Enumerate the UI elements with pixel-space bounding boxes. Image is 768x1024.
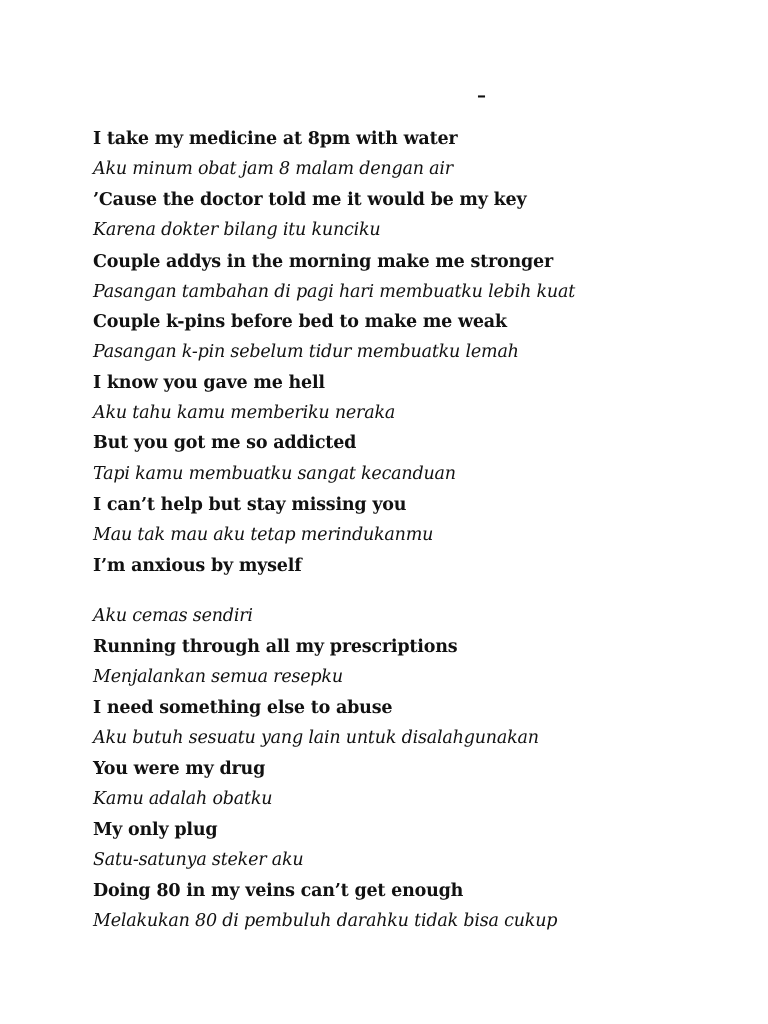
lyric-line-english: Doing 80 in my veins can’t get enough — [93, 881, 464, 901]
lyric-line-translation: Kamu adalah obatku — [93, 789, 273, 809]
lyric-line-english: I know you gave me hell — [93, 373, 325, 393]
lyric-line-english: I can’t help but stay missing you — [93, 495, 407, 515]
lyric-line-english: Couple k-pins before bed to make me weak — [93, 312, 507, 332]
lyric-line-translation: Melakukan 80 di pembuluh darahku tidak bisa cukup — [93, 911, 558, 931]
lyric-line-english: My only plug — [93, 820, 218, 840]
lyric-line-english: I need something else to abuse — [93, 698, 393, 718]
lyric-line-english: Couple addys in the morning make me stronger — [93, 252, 553, 272]
lyric-line-english: I’m anxious by myself — [93, 556, 302, 576]
lyric-line-english: You were my drug — [93, 759, 266, 779]
lyric-line-translation: Pasangan tambahan di pagi hari membuatku lebih kuat — [93, 282, 576, 302]
lyric-line-translation: Pasangan k-pin sebelum tidur membuatku lemah — [93, 342, 519, 362]
header-dash: – — [477, 85, 486, 106]
lyric-line-english: But you got me so addicted — [93, 433, 357, 453]
lyric-line-translation: Satu-satunya steker aku — [93, 850, 304, 870]
lyric-line-translation: Aku butuh sesuatu yang lain untuk disalahgunakan — [93, 728, 539, 748]
lyric-line-translation: Tapi kamu membuatku sangat kecanduan — [93, 464, 456, 484]
lyric-line-translation: Mau tak mau aku tetap merindukanmu — [93, 525, 434, 545]
lyric-line-translation: Menjalankan semua resepku — [93, 667, 343, 687]
lyric-line-english: Running through all my prescriptions — [93, 637, 458, 657]
lyric-line-translation: Aku minum obat jam 8 malam dengan air — [93, 159, 453, 179]
lyric-line-english: I take my medicine at 8pm with water — [93, 129, 458, 149]
lyric-line-translation: Aku cemas sendiri — [93, 606, 253, 626]
lyric-line-translation: Karena dokter bilang itu kunciku — [93, 220, 381, 240]
lyric-line-translation: Aku tahu kamu memberiku neraka — [93, 403, 396, 423]
lyric-line-english: ’Cause the doctor told me it would be my key — [93, 190, 527, 210]
